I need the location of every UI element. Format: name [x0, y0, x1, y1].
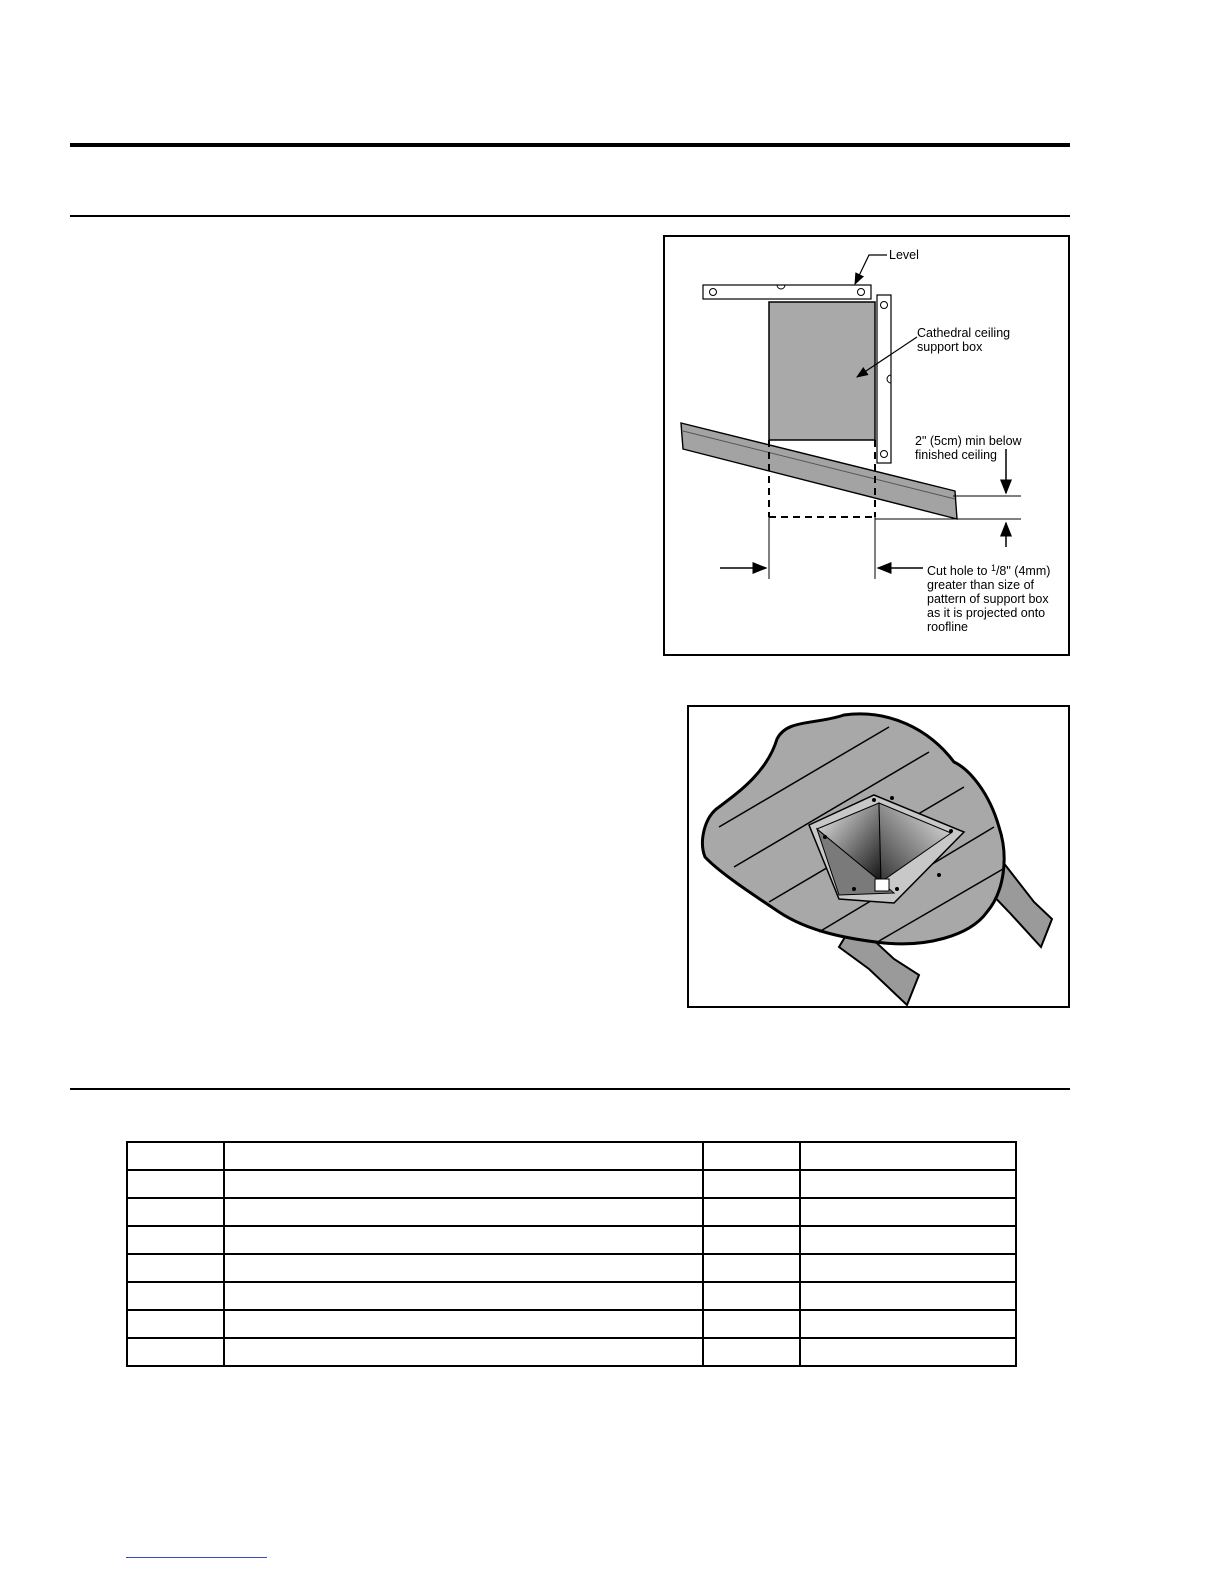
table-row: [127, 1310, 1016, 1338]
table-cell: [800, 1282, 1016, 1310]
section-rule-bottom: [70, 1088, 1070, 1090]
label-min-below-line2: finished ceiling: [915, 448, 997, 462]
table-cell: [127, 1282, 224, 1310]
table-row: [127, 1142, 1016, 1170]
table-cell: [703, 1254, 800, 1282]
support-box-opening: [875, 879, 889, 891]
label-cut-hole-line5: roofline: [927, 620, 968, 634]
table-cell: [703, 1282, 800, 1310]
table-cell: [703, 1310, 800, 1338]
label-support-box-line1: Cathedral ceiling: [917, 326, 1011, 340]
screw-icon: [872, 798, 876, 802]
table-cell: [127, 1226, 224, 1254]
support-box-diagram-svg: [665, 237, 1068, 654]
table-cell: [127, 1198, 224, 1226]
table-cell: [703, 1170, 800, 1198]
table-cell: [224, 1310, 703, 1338]
label-cut-hole-line4: as it is projected onto: [927, 606, 1046, 620]
screw-icon: [890, 796, 894, 800]
table-row: [127, 1282, 1016, 1310]
screw-icon: [852, 887, 856, 891]
table-cell: [800, 1254, 1016, 1282]
leader-arrow: [855, 255, 887, 284]
screw-icon: [823, 835, 827, 839]
table-cell: [127, 1254, 224, 1282]
table-cell: [224, 1170, 703, 1198]
parts-table: [126, 1141, 1017, 1367]
figure-support-box-diagram: [663, 235, 1070, 656]
screw-icon: [937, 873, 941, 877]
table-cell: [703, 1142, 800, 1170]
level-bar-horizontal: [703, 285, 871, 299]
table-cell: [224, 1338, 703, 1366]
level-bar-vertical: [877, 295, 891, 463]
table-cell: [800, 1170, 1016, 1198]
table-cell: [127, 1338, 224, 1366]
table-row: [127, 1338, 1016, 1366]
label-support-box-line2: support box: [917, 340, 983, 354]
label-cut-hole-line2: greater than size of: [927, 578, 1035, 592]
table-cell: [703, 1226, 800, 1254]
table-cell: [800, 1198, 1016, 1226]
table-row: [127, 1226, 1016, 1254]
table-row: [127, 1198, 1016, 1226]
table-cell: [127, 1170, 224, 1198]
table-cell: [224, 1226, 703, 1254]
table-cell: [800, 1310, 1016, 1338]
screw-icon: [949, 829, 953, 833]
label-cut-hole-line1: Cut hole to $^1$/8" (4mm): [927, 563, 1051, 578]
support-box-shape: [769, 302, 875, 440]
screw-icon: [895, 887, 899, 891]
footer-link[interactable]: [126, 1557, 267, 1558]
table-cell: [127, 1310, 224, 1338]
label-min-below-line1: 2" (5cm) min below: [915, 434, 1022, 448]
label-cut-hole-line3: pattern of support box: [927, 592, 1049, 606]
table-cell: [703, 1338, 800, 1366]
table-cell: [703, 1198, 800, 1226]
header-rule-thick: [70, 143, 1070, 147]
table-cell: [800, 1142, 1016, 1170]
table-cell: [224, 1282, 703, 1310]
table-cell: [224, 1254, 703, 1282]
table-cell: [800, 1338, 1016, 1366]
label-level: Level: [889, 248, 919, 262]
roof-support-box-installed-illustration: [689, 707, 1068, 1006]
table-cell: [800, 1226, 1016, 1254]
table-cell: [127, 1142, 224, 1170]
table-cell: [224, 1198, 703, 1226]
section-rule-top: [70, 215, 1070, 217]
table-cell: [224, 1142, 703, 1170]
table-row: [127, 1254, 1016, 1282]
table-row: [127, 1170, 1016, 1198]
figure-roof-installation: [687, 705, 1070, 1008]
